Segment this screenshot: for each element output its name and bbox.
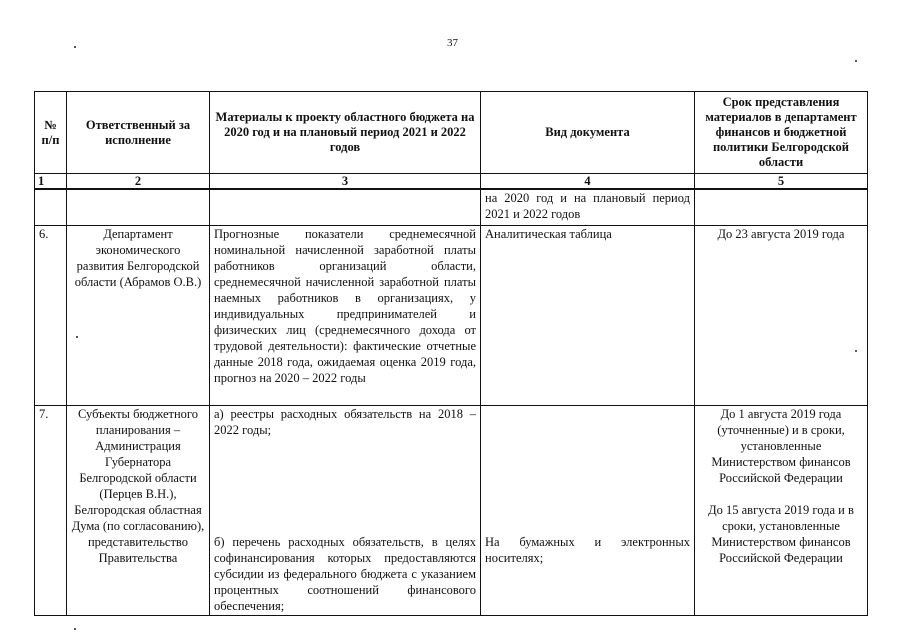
budget-materials-table	[34, 91, 868, 616]
column-number: 4	[481, 174, 695, 190]
page-number: 37	[447, 37, 458, 49]
scan-speck	[74, 46, 76, 48]
empty-cell	[35, 189, 67, 225]
empty-cell	[695, 189, 868, 225]
table-header-row	[35, 92, 868, 174]
empty-cell	[210, 189, 481, 225]
responsible-cell: Департамент экономического развития Белгородской области (Абрамов О.В.)	[67, 225, 210, 405]
column-number-row	[35, 174, 868, 190]
deadline-item-b: До 15 августа 2019 года и в сроки, установленные Министерством финансов Российской Федерации	[708, 502, 854, 565]
empty-cell	[67, 189, 210, 225]
spacer	[485, 502, 690, 534]
header-doc-type: Вид документа	[481, 92, 695, 174]
materials-item-a: а) реестры расходных обязательств на 2018 – 2022 годы;	[214, 406, 476, 437]
materials-cell: Прогнозные показатели среднемесячной номинальной начисленной заработной платы работников организаций области, среднемесячной начисленной заработной платы наемных работников в организациях, у индивидуальных предпринимателей и физических лиц (среднемесячного дохода от трудовой деятельности): фактические отчетные данные 2018 года, ожидаемая оценка 2019 года, прогноз на 2020 – 2022 годы	[210, 225, 481, 405]
responsible-cell: Субъекты бюджетного планирования – Администрация Губернатора Белгородской области (Перцев В.Н.), Белгородская областная Дума (по согласованию), представительство Правительства	[67, 405, 210, 615]
doc-type-cell	[481, 405, 695, 615]
table-row	[35, 405, 868, 615]
column-number: 2	[67, 174, 210, 190]
deadline-item-a: До 1 августа 2019 года (уточненные) и в сроки, установленные Министерством финансов Российской Федерации	[711, 406, 851, 485]
doc-type-item-b: На бумажных и электронных носителях;	[485, 534, 690, 565]
deadline-cell: До 23 августа 2019 года	[695, 225, 868, 405]
table-row	[35, 225, 868, 405]
column-number: 3	[210, 174, 481, 190]
deadline-cell	[695, 405, 868, 615]
spacer	[485, 406, 690, 502]
header-responsible: Ответственный за исполнение	[67, 92, 210, 174]
row-number: 7.	[35, 405, 67, 615]
spacer	[699, 486, 863, 502]
header-deadline: Срок представления материалов в департамент финансов и бюджетной политики Белгородской области	[695, 92, 868, 174]
doc-type-cell: Аналитическая таблица	[481, 225, 695, 405]
header-materials: Материалы к проекту областного бюджета на 2020 год и на плановый период 2021 и 2022 годов	[210, 92, 481, 174]
doc-type-continuation: на 2020 год и на плановый период 2021 и 2022 годов	[481, 189, 695, 225]
materials-item-b: б) перечень расходных обязательств, в целях софинансирования которых предоставляются субсидии из федерального бюджета с указанием процентных соотношений финансового обеспечения;	[214, 534, 476, 613]
scan-speck	[74, 628, 76, 630]
header-num: № п/п	[35, 92, 67, 174]
materials-cell	[210, 405, 481, 615]
column-number: 5	[695, 174, 868, 190]
scan-speck	[855, 60, 857, 62]
table-row-continuation	[35, 189, 868, 225]
spacer	[214, 438, 476, 534]
column-number: 1	[35, 174, 67, 190]
row-number: 6.	[35, 225, 67, 405]
